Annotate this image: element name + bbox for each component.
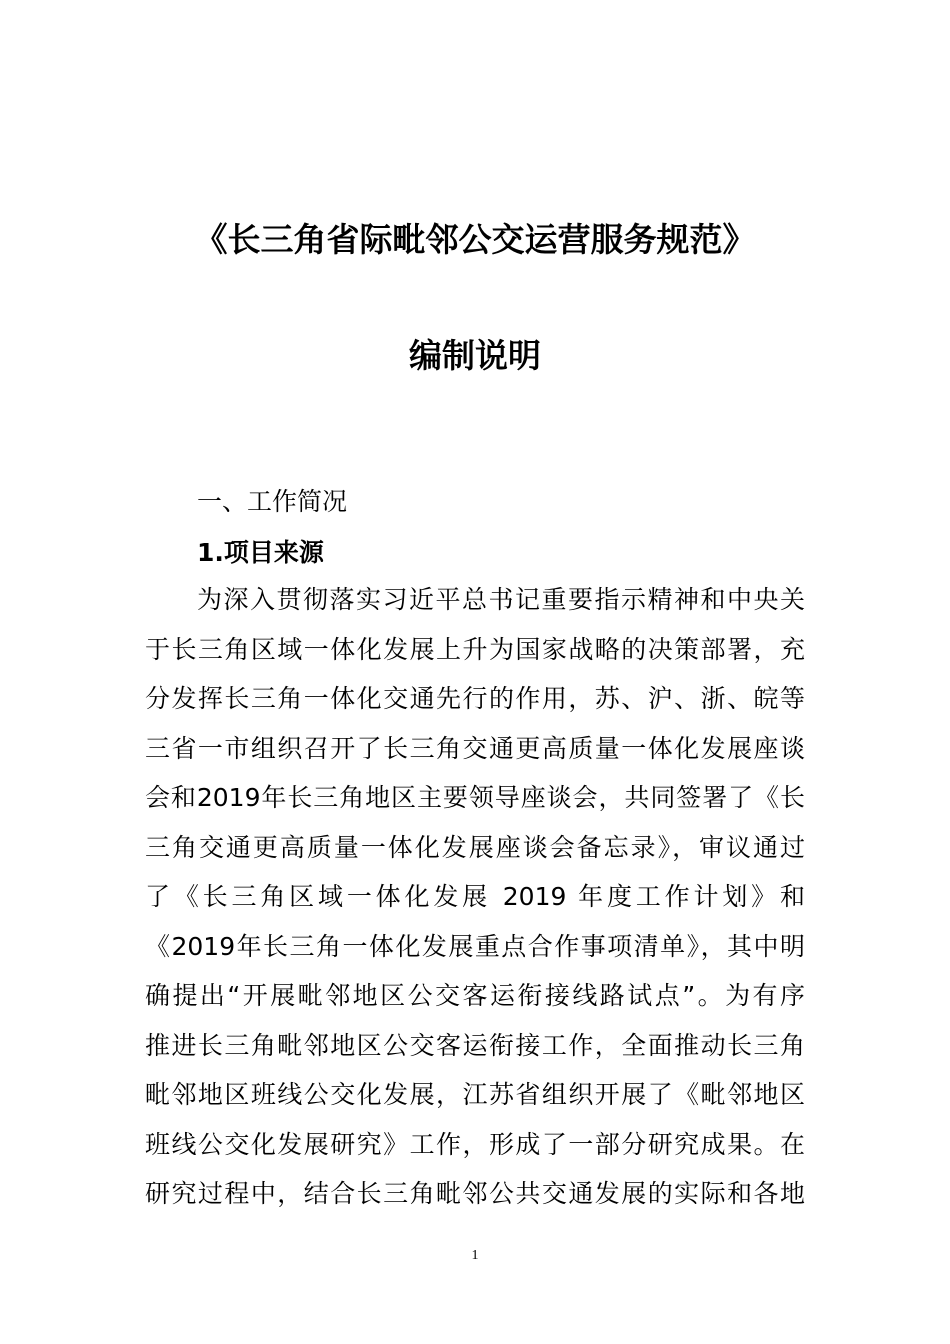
paragraph-line: 确提出“开展毗邻地区公交客运衔接线路试点”。为有序 (145, 981, 805, 1010)
subsection-heading: 1.项目来源 (197, 538, 324, 567)
paragraph-line: 会和2019年长三角地区主要领导座谈会，共同签署了《长 (145, 783, 805, 812)
paragraph-line: 研究过程中，结合长三角毗邻公共交通发展的实际和各地 (145, 1179, 805, 1208)
paragraph (145, 580, 805, 1224)
paragraph-line: 为深入贯彻落实习近平总书记重要指示精神和中央关 (197, 585, 805, 614)
paragraph-line: 三省一市组织召开了长三角交通更高质量一体化发展座谈 (145, 733, 805, 763)
paragraph-line: 分发挥长三角一体化交通先行的作用，苏、沪、浙、皖等 (145, 684, 805, 713)
section-heading: 一、工作简况 (197, 487, 348, 516)
page-number: 1 (471, 1248, 479, 1263)
paragraph-line: 《2019年长三角一体化发展重点合作事项清单》，其中明 (145, 931, 805, 961)
paragraph-line: 三角交通更高质量一体化发展座谈会备忘录》，审议通过 (145, 832, 805, 862)
paragraph-line: 推进长三角毗邻地区公交客运衔接工作，全面推动长三角 (145, 1030, 805, 1060)
document-subtitle: 编制说明 (409, 336, 541, 375)
paragraph-line: 毗邻地区班线公交化发展，江苏省组织开展了《毗邻地区 (145, 1080, 805, 1109)
paragraph-line: 于长三角区域一体化发展上升为国家战略的决策部署，充 (145, 634, 805, 664)
document-title: 《长三角省际毗邻公交运营服务规范》 (194, 220, 756, 259)
paragraph-line: 班线公交化发展研究》工作，形成了一部分研究成果。在 (145, 1129, 805, 1159)
paragraph-line: 了《长三角区域一体化发展 2019 年度工作计划》和 (145, 882, 805, 911)
